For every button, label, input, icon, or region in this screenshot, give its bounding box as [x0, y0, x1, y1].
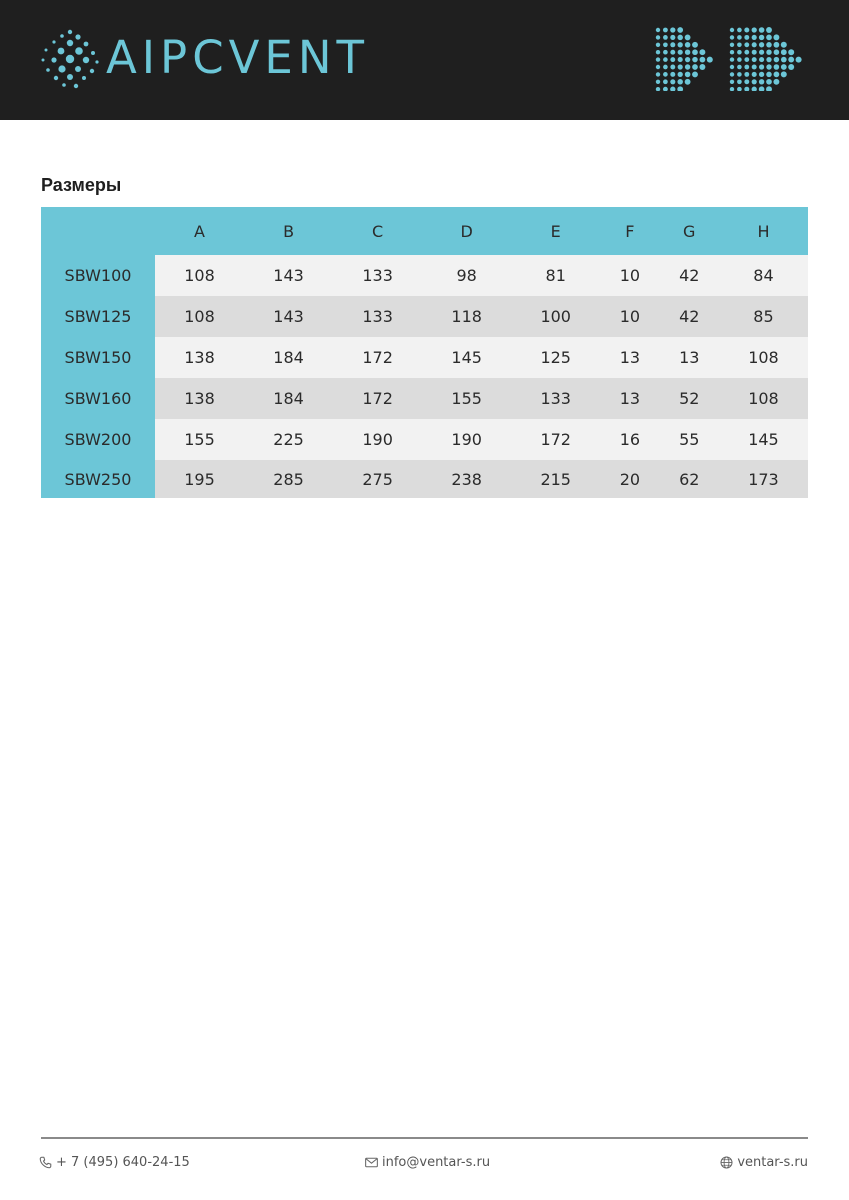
footer-website-text: ventar-s.ru — [737, 1154, 808, 1170]
column-header: A — [155, 207, 244, 255]
value-cell: 108 — [155, 255, 244, 296]
value-cell: 143 — [244, 296, 333, 337]
value-cell: 225 — [244, 419, 333, 460]
value-cell: 108 — [719, 337, 808, 378]
table-row — [41, 337, 808, 378]
column-header: H — [719, 207, 808, 255]
value-cell: 42 — [660, 255, 719, 296]
value-cell: 133 — [333, 255, 422, 296]
column-header: E — [511, 207, 600, 255]
page-header — [0, 0, 849, 120]
value-cell: 125 — [511, 337, 600, 378]
value-cell: 85 — [719, 296, 808, 337]
value-cell: 10 — [600, 255, 659, 296]
column-header: B — [244, 207, 333, 255]
dimensions-table — [41, 207, 808, 498]
corner-cell — [41, 207, 155, 255]
value-cell: 275 — [333, 460, 422, 498]
value-cell: 52 — [660, 378, 719, 419]
value-cell: 108 — [719, 378, 808, 419]
globe-icon — [720, 1156, 733, 1169]
value-cell: 143 — [244, 255, 333, 296]
value-cell: 155 — [422, 378, 511, 419]
envelope-icon — [365, 1157, 378, 1168]
value-cell: 55 — [660, 419, 719, 460]
model-cell: SBW100 — [41, 255, 155, 296]
value-cell: 84 — [719, 255, 808, 296]
footer-email[interactable] — [365, 1153, 490, 1171]
footer-divider — [41, 1137, 808, 1139]
value-cell: 98 — [422, 255, 511, 296]
table-row — [41, 460, 808, 498]
model-cell: SBW200 — [41, 419, 155, 460]
value-cell: 62 — [660, 460, 719, 498]
column-header: G — [660, 207, 719, 255]
model-cell: SBW125 — [41, 296, 155, 337]
column-header: F — [600, 207, 659, 255]
value-cell: 190 — [422, 419, 511, 460]
value-cell: 81 — [511, 255, 600, 296]
value-cell: 190 — [333, 419, 422, 460]
value-cell: 184 — [244, 378, 333, 419]
footer-email-text: info@ventar-s.ru — [382, 1154, 491, 1170]
value-cell: 10 — [600, 296, 659, 337]
table-header-row — [41, 207, 808, 255]
table-row — [41, 378, 808, 419]
value-cell: 13 — [660, 337, 719, 378]
value-cell: 13 — [600, 378, 659, 419]
column-header: C — [333, 207, 422, 255]
value-cell: 172 — [333, 378, 422, 419]
value-cell: 238 — [422, 460, 511, 498]
value-cell: 20 — [600, 460, 659, 498]
value-cell: 118 — [422, 296, 511, 337]
dot-cluster-logo-icon — [40, 28, 100, 90]
value-cell: 215 — [511, 460, 600, 498]
table-row — [41, 255, 808, 296]
table-row — [41, 419, 808, 460]
value-cell: 195 — [155, 460, 244, 498]
value-cell: 155 — [155, 419, 244, 460]
table-row — [41, 296, 808, 337]
phone-icon — [39, 1156, 52, 1169]
value-cell: 145 — [719, 419, 808, 460]
value-cell: 133 — [333, 296, 422, 337]
model-cell: SBW250 — [41, 460, 155, 498]
footer-phone-text: + 7 (495) 640-24-15 — [56, 1154, 190, 1170]
footer-phone[interactable] — [39, 1153, 190, 1171]
value-cell: 172 — [333, 337, 422, 378]
value-cell: 172 — [511, 419, 600, 460]
value-cell: 145 — [422, 337, 511, 378]
brand-name: AIPCVENT — [106, 31, 369, 84]
value-cell: 184 — [244, 337, 333, 378]
value-cell: 16 — [600, 419, 659, 460]
value-cell: 108 — [155, 296, 244, 337]
model-cell: SBW160 — [41, 378, 155, 419]
value-cell: 13 — [600, 337, 659, 378]
footer-website[interactable] — [720, 1153, 808, 1171]
value-cell: 285 — [244, 460, 333, 498]
value-cell: 133 — [511, 378, 600, 419]
value-cell: 42 — [660, 296, 719, 337]
section-title: Размеры — [41, 175, 122, 195]
value-cell: 173 — [719, 460, 808, 498]
dotted-arrows-icon — [652, 25, 812, 91]
column-header: D — [422, 207, 511, 255]
value-cell: 138 — [155, 378, 244, 419]
value-cell: 100 — [511, 296, 600, 337]
model-cell: SBW150 — [41, 337, 155, 378]
value-cell: 138 — [155, 337, 244, 378]
